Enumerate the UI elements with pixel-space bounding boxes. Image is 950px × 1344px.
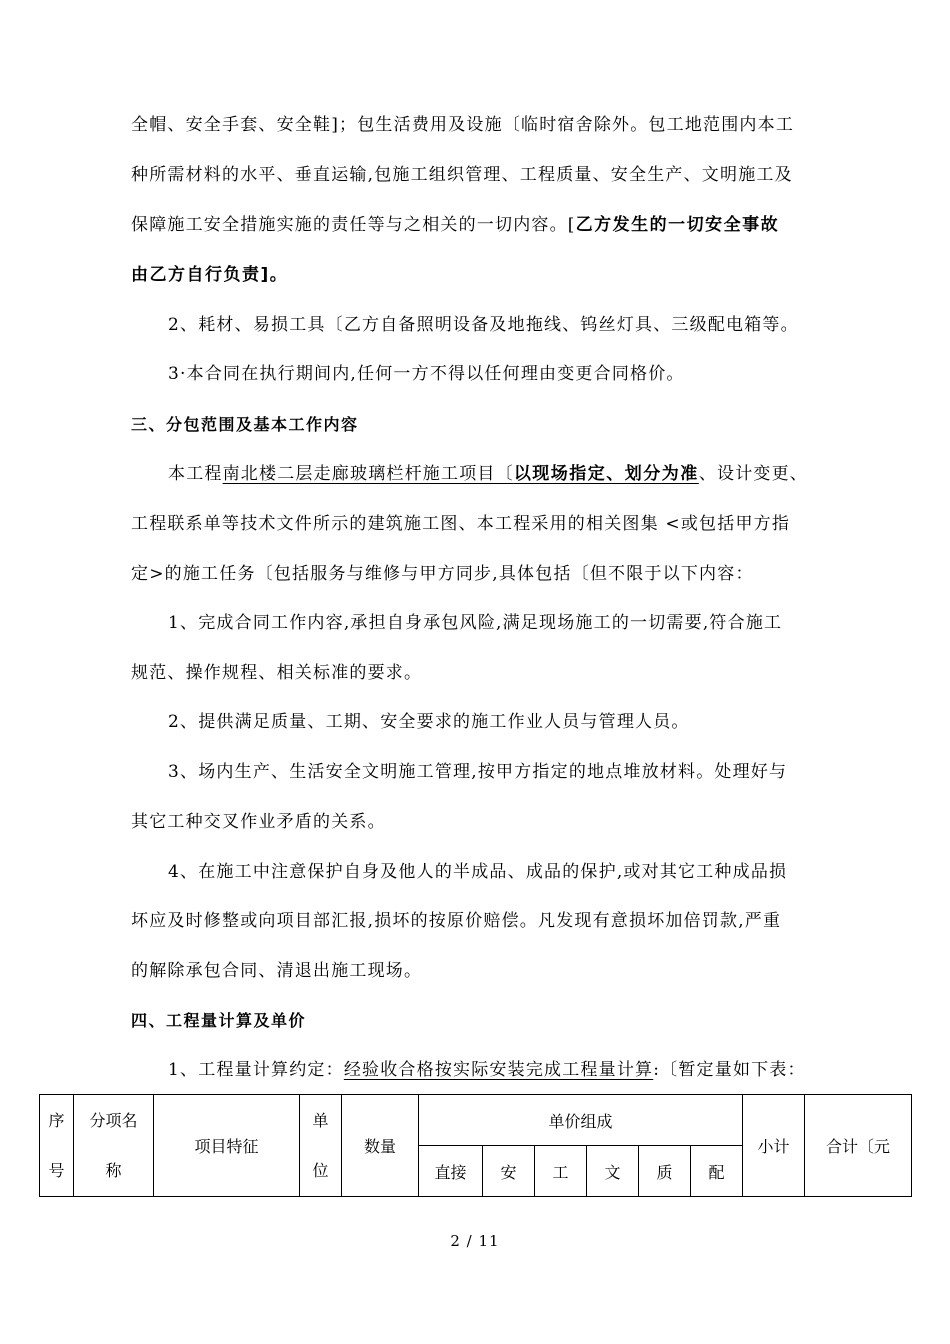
paragraph-line: 种所需材料的水平、垂直运输,包施工组织管理、工程质量、安全生产、文明施工及 (131, 165, 793, 185)
paragraph-line: 由乙方自行负责]。 (131, 265, 289, 285)
scope-item-2: 2、提供满足质量、工期、安全要求的施工作业人员与管理人员。 (168, 712, 690, 732)
paragraph-line: 保障施工安全措施实施的责任等与之相关的一切内容。[乙方发生的一切安全事故 (131, 215, 780, 235)
header-fitting: 配 (691, 1146, 743, 1197)
clause-item-2: 2、耗材、易损工具〔乙方自备照明设备及地拖线、钨丝灯具、三级配电箱等。 (168, 315, 799, 335)
paragraph-line: 全帽、安全手套、安全鞋]；包生活费用及设施〔临时宿舍除外。包工地范围内本工 (131, 115, 795, 135)
header-labor: 工 (535, 1146, 587, 1197)
scope-item-3: 3、场内生产、生活安全文明施工管理,按甲方指定的地点堆放材料。处理好与 (168, 762, 788, 782)
scope-item-4: 4、在施工中注意保护自身及他人的半成品、成品的保护,或对其它工种成品损 (168, 862, 788, 882)
scope-line: 工程联系单等技术文件所示的建筑施工图、本工程采用的相关图集 <或包括甲方指 (131, 514, 791, 534)
header-civil: 文 (587, 1146, 639, 1197)
section-heading-4: 四、工程量计算及单价 (131, 1011, 307, 1030)
scope-line: 定>的施工任务〔包括服务与维修与甲方同步,具体包括〔但不限于以下内容： (131, 564, 754, 584)
section-heading-3: 三、分包范围及基本工作内容 (131, 415, 359, 434)
header-total: 合计〔元 (805, 1095, 912, 1197)
header-feature: 项目特征 (154, 1095, 300, 1197)
header-quality: 质 (639, 1146, 691, 1197)
scope-item-4-cont: 坏应及时修整或向项目部汇报,损坏的按原价赔偿。凡发现有意损坏加倍罚款,严重 (131, 911, 782, 931)
header-item-name: 分项名 称 (74, 1095, 154, 1197)
bold-safety-clause: 乙方发生的一切安全事故 (575, 215, 780, 235)
quantity-table (39, 1094, 912, 1197)
header-unit: 单 位 (300, 1095, 342, 1197)
scope-line: 本工程南北楼二层走廊玻璃栏杆施工项目〔以现场指定、划分为准、设计变更、 (168, 464, 809, 484)
header-seq: 序 号 (40, 1095, 74, 1197)
bold-safety-clause: 由乙方自行负责 (131, 265, 261, 285)
header-direct: 直接 (419, 1146, 483, 1197)
scope-item-1: 1、完成合同工作内容,承担自身承包风险,满足现场施工的一切需要,符合施工 (168, 613, 783, 633)
scope-item-1-cont: 规范、操作规程、相关标准的要求。 (131, 663, 423, 683)
header-qty: 数量 (342, 1095, 419, 1197)
quantity-rule-line: 1、工程量计算约定：经验收合格按实际安装完成工程量计算:〔暂定量如下表： (168, 1060, 806, 1080)
header-price-group: 单价组成 (419, 1095, 743, 1146)
header-subtotal: 小计 (743, 1095, 805, 1197)
header-safety: 安 (483, 1146, 535, 1197)
clause-item-3: 3·本合同在执行期间内,任何一方不得以任何理由变更合同格价。 (168, 364, 685, 384)
scope-item-3-cont: 其它工种交叉作业矛盾的关系。 (131, 812, 386, 832)
scope-item-4-cont: 的解除承包合同、清退出施工现场。 (131, 961, 423, 981)
page-number: 2 / 11 (450, 1232, 500, 1250)
